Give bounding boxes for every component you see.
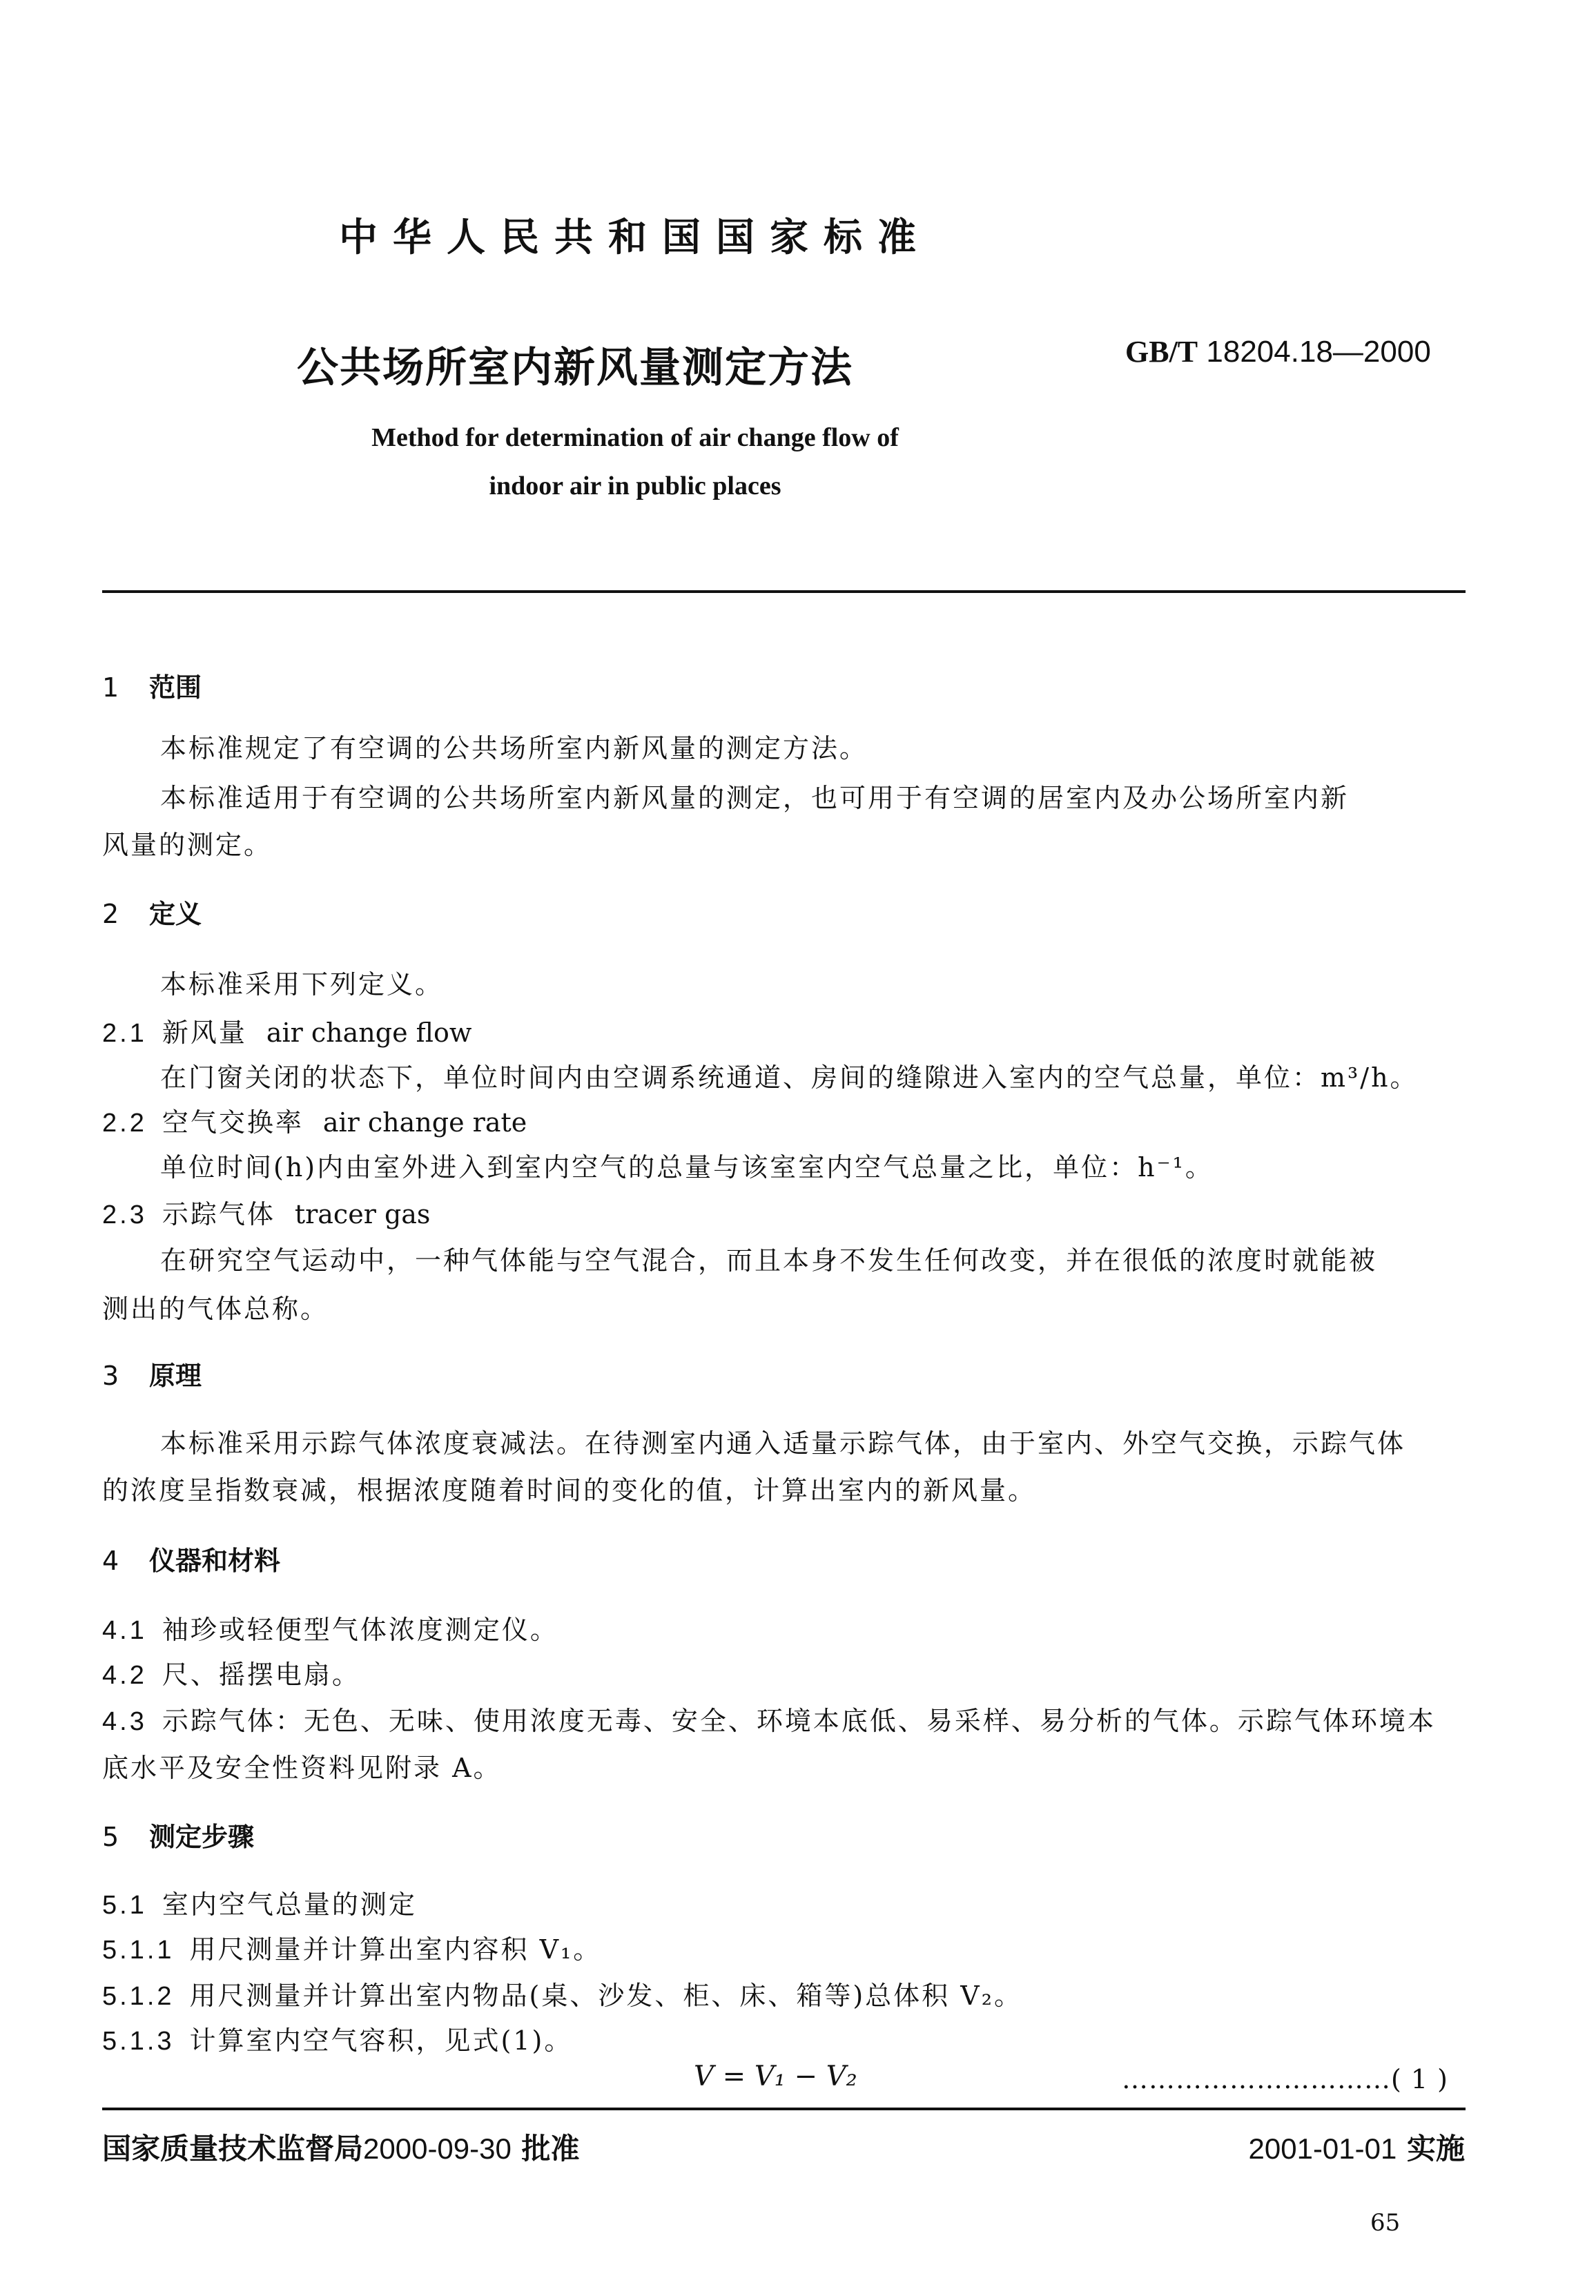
definition-term-en: air change flow xyxy=(266,1018,472,1048)
standard-code-number: 18204.18—2000 xyxy=(1206,335,1431,369)
header-rule xyxy=(102,590,1466,593)
formula: V = V₁ − V₂ xyxy=(694,2061,857,2092)
section-number: 3 xyxy=(102,1361,119,1391)
definition-text: 在门窗关闭的状态下，单位时间内由空调系统通道、房间的缝隙进入室内的空气总量，单位：m³/h。 xyxy=(160,1062,1419,1093)
section-5-heading xyxy=(102,1816,254,1854)
clause-text: 示踪气体：无色、无味、使用浓度无毒、安全、环境本底低、易采样、易分析的气体。示踪气体环境本 xyxy=(162,1706,1436,1736)
paragraph: 本标准采用下列定义。 xyxy=(160,969,444,1000)
clause-number: 5.1.1 xyxy=(102,1936,175,1965)
standard-name: 中华人民共和国国家标准 xyxy=(339,215,931,260)
definition-2-2 xyxy=(102,1101,527,1139)
clause-text: 袖珍或轻便型气体浓度测定仪。 xyxy=(162,1615,558,1645)
clause-number: 2.1 xyxy=(102,1019,147,1048)
clause-text: 室内空气总量的测定 xyxy=(162,1889,417,1920)
paragraph-continuation: 风量的测定。 xyxy=(102,830,273,860)
clause-number: 5.1 xyxy=(102,1891,147,1920)
clause-5-1 xyxy=(102,1883,417,1921)
section-title: 原理 xyxy=(149,1361,202,1391)
clause-4-1 xyxy=(102,1608,558,1646)
approval-line xyxy=(102,2126,580,2168)
definition-term: 空气交换率 xyxy=(162,1107,304,1138)
clause-number: 2.2 xyxy=(102,1109,147,1138)
clause-4-3 xyxy=(102,1700,1436,1738)
definition-2-3 xyxy=(102,1193,430,1231)
definition-term-en: tracer gas xyxy=(294,1199,431,1229)
definition-2-1 xyxy=(102,1011,471,1049)
page-number: 65 xyxy=(1370,2209,1401,2237)
document-title-en-line1: Method for determination of air change flow of xyxy=(371,423,899,452)
clause-text: 计算室内空气容积，见式(1)。 xyxy=(189,2025,573,2056)
section-title: 测定步骤 xyxy=(149,1822,255,1852)
section-3-heading xyxy=(102,1354,202,1392)
approval-label: 批准 xyxy=(521,2132,580,2166)
definition-text-continuation: 测出的气体总称。 xyxy=(102,1294,329,1324)
clause-number: 2.3 xyxy=(102,1200,147,1229)
clause-text: 尺、摇摆电扇。 xyxy=(162,1660,360,1690)
paragraph: 本标准采用示踪气体浓度衰减法。在待测室内通入适量示踪气体，由于室内、外空气交换，示踪气体 xyxy=(160,1428,1406,1459)
clause-number: 5.1.2 xyxy=(102,1982,175,2011)
section-1-heading xyxy=(102,666,202,704)
document-title-cn: 公共场所室内新风量测定方法 xyxy=(297,344,853,392)
section-number: 5 xyxy=(102,1822,119,1852)
paragraph: 本标准适用于有空调的公共场所室内新风量的测定，也可用于有空调的居室内及办公场所室内新 xyxy=(160,783,1350,813)
clause-text: 用尺测量并计算出室内物品(桌、沙发、柜、床、箱等)总体积 V₂。 xyxy=(189,1981,1022,2011)
clause-5-1-1 xyxy=(102,1928,601,1966)
implementation-label: 实施 xyxy=(1406,2132,1465,2166)
clause-5-1-2 xyxy=(102,1974,1022,2012)
clause-number: 4.2 xyxy=(102,1661,147,1690)
definition-term: 新风量 xyxy=(162,1018,247,1048)
clause-text: 用尺测量并计算出室内容积 V₁。 xyxy=(189,1934,602,1965)
document-title-en-line2: indoor air in public places xyxy=(489,471,781,500)
paragraph-continuation: 的浓度呈指数衰减，根据浓度随着时间的变化的值，计算出室内的新风量。 xyxy=(102,1475,1037,1506)
implementation-line xyxy=(1249,2126,1465,2168)
section-4-heading xyxy=(102,1539,280,1577)
implementation-date: 2001-01-01 xyxy=(1248,2132,1397,2165)
approval-org: 国家质量技术监督局 xyxy=(102,2132,364,2166)
clause-text-continuation: 底水平及安全性资料见附录 A。 xyxy=(102,1753,502,1783)
clause-number: 4.3 xyxy=(102,1707,147,1736)
approval-date: 2000-09-30 xyxy=(363,2132,512,2165)
section-title: 定义 xyxy=(149,899,202,929)
section-title: 仪器和材料 xyxy=(149,1546,281,1576)
formula-number: …………………………( 1 ) xyxy=(1122,2064,1448,2094)
paragraph: 本标准规定了有空调的公共场所室内新风量的测定方法。 xyxy=(160,733,868,763)
clause-number: 4.1 xyxy=(102,1616,147,1645)
section-number: 4 xyxy=(102,1546,119,1576)
section-number: 1 xyxy=(102,672,119,703)
standard-code-prefix: GB/T xyxy=(1125,335,1198,369)
definition-text: 在研究空气运动中，一种气体能与空气混合，而且本身不发生任何改变，并在很低的浓度时就能被 xyxy=(160,1245,1378,1276)
definition-term-en: air change rate xyxy=(322,1107,527,1138)
clause-number: 5.1.3 xyxy=(102,2027,175,2056)
footer-rule xyxy=(102,2108,1466,2110)
definition-term: 示踪气体 xyxy=(162,1199,275,1229)
section-2-heading xyxy=(102,893,202,931)
clause-5-1-3 xyxy=(102,2019,572,2057)
standard-code xyxy=(1125,334,1431,369)
definition-text: 单位时间(h)内由室外进入到室内空气的总量与该室室内空气总量之比，单位：h⁻¹。 xyxy=(160,1152,1214,1183)
clause-4-2 xyxy=(102,1653,360,1691)
section-title: 范围 xyxy=(149,672,202,703)
section-number: 2 xyxy=(102,899,119,929)
